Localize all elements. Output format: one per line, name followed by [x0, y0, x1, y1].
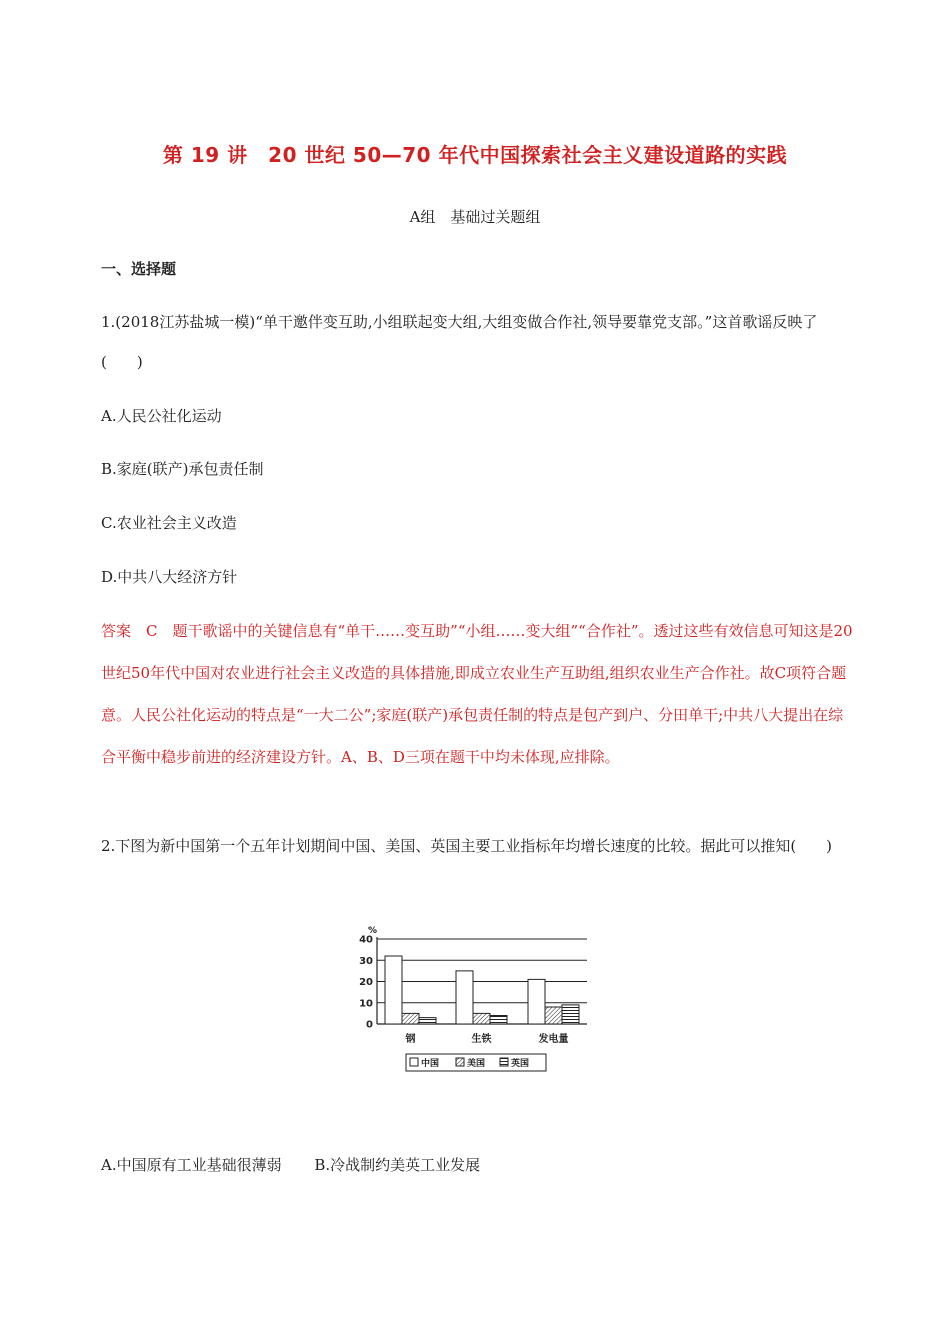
y-tick-label: 10 — [359, 998, 373, 1010]
question-2-option-b: B.冷战制约美英工业发展 — [314, 1156, 481, 1174]
legend-swatch — [500, 1058, 508, 1066]
question-1-answer: 答案 C 题干歌谣中的关键信息有“单干……变互助”“小组……变大组”“合作社”。透过这些有效信息可知这是20世纪50年代中国对农业进行社会主义改造的具体措施,即成立农业生产互助组,组织农业生产合作社。故C项符合题意。人民公社化运动的特点是“一大二公”;家庭(联产)承包责任制的特点是包产到户、分田单干;中共八大提出在综合平衡中稳步前进的经济建设方针。A、B、D三项在题干中均未体现,应排除。 — [101, 622, 853, 766]
x-tick-label: 发电量 — [538, 1034, 569, 1045]
y-tick-label: 40 — [359, 934, 373, 946]
question-1-option-a: A.人民公社化运动 — [101, 407, 222, 425]
question-2-option-a: A.中国原有工业基础很薄弱 — [101, 1156, 282, 1174]
bar — [562, 1005, 579, 1024]
legend-swatch — [456, 1058, 464, 1066]
x-tick-label: 生铁 — [471, 1034, 492, 1045]
bar — [473, 1013, 490, 1024]
legend-swatch — [410, 1058, 418, 1066]
page-title: 第 19 讲 20 世纪 50—70 年代中国探索社会主义建设道路的实践 — [162, 143, 788, 167]
question-1-stem: 1.(2018江苏盐城一模)“单干邀伴变互助,小组联起变大组,大组变做合作社,领导要靠党支部。”这首歌谣反映了( ) — [101, 313, 818, 371]
y-tick-label: 0 — [366, 1019, 373, 1031]
bar — [419, 1018, 436, 1024]
bar-chart — [340, 922, 600, 1081]
y-axis-unit: % — [368, 926, 378, 936]
legend-label: 中国 — [421, 1059, 440, 1069]
group-heading: A组 基础过关题组 — [409, 208, 541, 226]
legend-label: 英国 — [511, 1059, 530, 1069]
bar — [385, 956, 402, 1024]
bar — [402, 1013, 419, 1024]
legend-label: 美国 — [467, 1059, 486, 1069]
bar — [490, 1016, 507, 1025]
bar — [545, 1007, 562, 1024]
question-2-options — [101, 1154, 508, 1175]
bar — [456, 971, 473, 1024]
question-1-option-d: D.中共八大经济方针 — [101, 568, 238, 586]
question-2-stem: 2.下图为新中国第一个五年计划期间中国、美国、英国主要工业指标年均增长速度的比较。据此可以推知( ) — [101, 837, 833, 855]
section-heading: 一、选择题 — [101, 260, 177, 278]
y-tick-label: 30 — [359, 955, 373, 967]
question-1-option-b: B.家庭(联产)承包责任制 — [101, 460, 264, 478]
question-1-option-c: C.农业社会主义改造 — [101, 514, 237, 532]
bar — [528, 979, 545, 1024]
y-tick-label: 20 — [359, 977, 373, 988]
x-tick-label: 钢 — [405, 1034, 416, 1045]
